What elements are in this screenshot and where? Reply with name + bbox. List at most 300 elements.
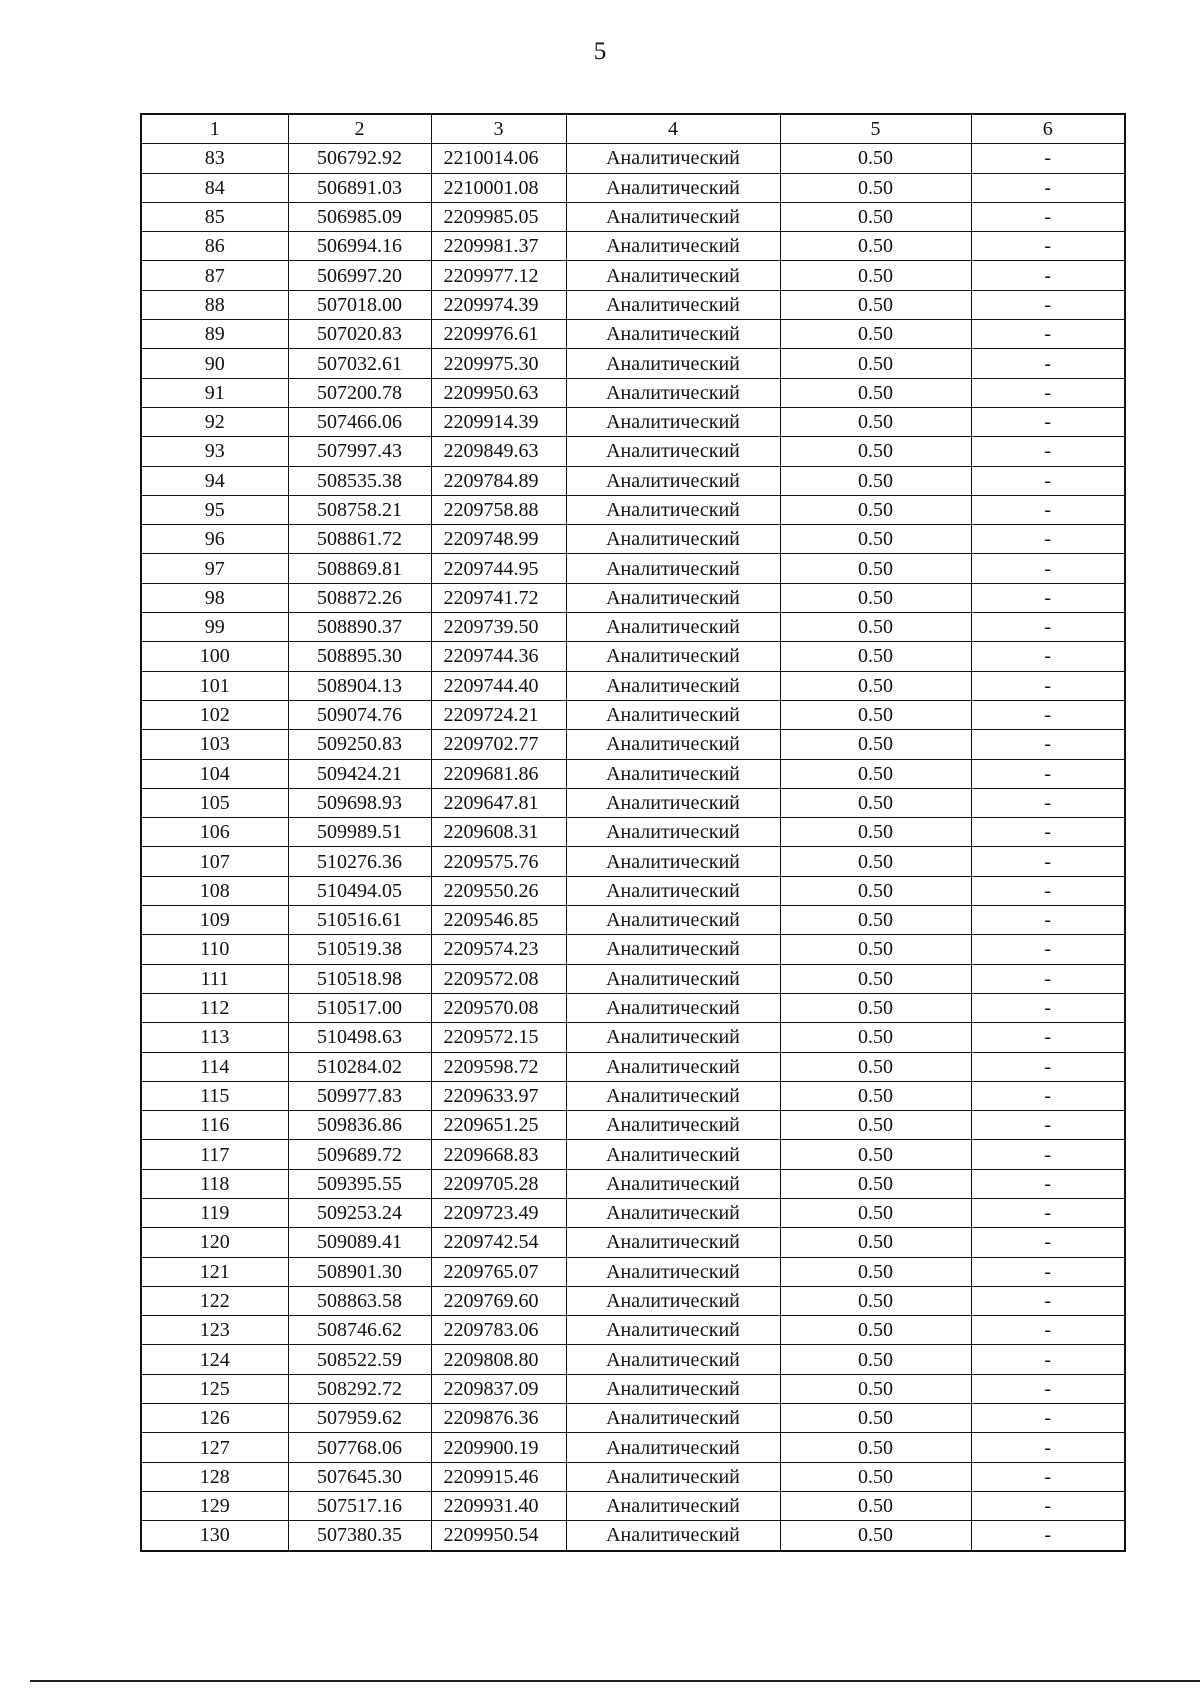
y-coordinate-cell: 2209914.39 (431, 407, 566, 436)
point-number-cell: 99 (141, 613, 288, 642)
note-cell: - (971, 407, 1125, 436)
method-cell: Аналитический (566, 1433, 780, 1462)
table-row (141, 349, 1125, 378)
y-coordinate-cell: 2209758.88 (431, 495, 566, 524)
method-cell: Аналитический (566, 1023, 780, 1052)
note-cell: - (971, 935, 1125, 964)
y-coordinate-cell: 2209723.49 (431, 1198, 566, 1227)
y-coordinate-cell: 2209769.60 (431, 1286, 566, 1315)
x-coordinate-cell: 506891.03 (288, 173, 431, 202)
method-cell: Аналитический (566, 1462, 780, 1491)
accuracy-cell: 0.50 (780, 642, 971, 671)
note-cell: - (971, 1286, 1125, 1315)
accuracy-cell: 0.50 (780, 906, 971, 935)
method-cell: Аналитический (566, 1198, 780, 1227)
y-coordinate-cell: 2209974.39 (431, 290, 566, 319)
y-coordinate-cell: 2209705.28 (431, 1169, 566, 1198)
note-cell: - (971, 730, 1125, 759)
x-coordinate-cell: 507466.06 (288, 407, 431, 436)
method-cell: Аналитический (566, 935, 780, 964)
table-row (141, 788, 1125, 817)
table-header (141, 114, 1125, 144)
method-cell: Аналитический (566, 349, 780, 378)
accuracy-cell: 0.50 (780, 320, 971, 349)
note-cell: - (971, 290, 1125, 319)
x-coordinate-cell: 509074.76 (288, 700, 431, 729)
point-number-cell: 113 (141, 1023, 288, 1052)
x-coordinate-cell: 507517.16 (288, 1491, 431, 1520)
table-row (141, 818, 1125, 847)
note-cell: - (971, 671, 1125, 700)
x-coordinate-cell: 507018.00 (288, 290, 431, 319)
point-number-cell: 98 (141, 583, 288, 612)
accuracy-cell: 0.50 (780, 1433, 971, 1462)
accuracy-cell: 0.50 (780, 730, 971, 759)
point-number-cell: 90 (141, 349, 288, 378)
method-cell: Аналитический (566, 759, 780, 788)
point-number-cell: 94 (141, 466, 288, 495)
note-cell: - (971, 1169, 1125, 1198)
note-cell: - (971, 788, 1125, 817)
table-row (141, 1521, 1125, 1551)
y-coordinate-cell: 2209981.37 (431, 232, 566, 261)
column-header-4: 4 (566, 114, 780, 144)
y-coordinate-cell: 2209744.40 (431, 671, 566, 700)
method-cell: Аналитический (566, 466, 780, 495)
point-number-cell: 93 (141, 437, 288, 466)
table-row (141, 1140, 1125, 1169)
note-cell: - (971, 1023, 1125, 1052)
y-coordinate-cell: 2210014.06 (431, 144, 566, 173)
accuracy-cell: 0.50 (780, 261, 971, 290)
point-number-cell: 124 (141, 1345, 288, 1374)
accuracy-cell: 0.50 (780, 554, 971, 583)
y-coordinate-cell: 2209950.63 (431, 378, 566, 407)
y-coordinate-cell: 2209598.72 (431, 1052, 566, 1081)
table-row (141, 935, 1125, 964)
x-coordinate-cell: 510518.98 (288, 964, 431, 993)
method-cell: Аналитический (566, 437, 780, 466)
x-coordinate-cell: 509698.93 (288, 788, 431, 817)
accuracy-cell: 0.50 (780, 1491, 971, 1520)
point-number-cell: 100 (141, 642, 288, 671)
note-cell: - (971, 202, 1125, 231)
x-coordinate-cell: 508522.59 (288, 1345, 431, 1374)
note-cell: - (971, 349, 1125, 378)
y-coordinate-cell: 2209742.54 (431, 1228, 566, 1257)
accuracy-cell: 0.50 (780, 1140, 971, 1169)
table-row (141, 1374, 1125, 1403)
y-coordinate-cell: 2209900.19 (431, 1433, 566, 1462)
note-cell: - (971, 906, 1125, 935)
x-coordinate-cell: 510276.36 (288, 847, 431, 876)
table-row (141, 642, 1125, 671)
y-coordinate-cell: 2209574.23 (431, 935, 566, 964)
point-number-cell: 129 (141, 1491, 288, 1520)
table-body (141, 144, 1125, 1551)
accuracy-cell: 0.50 (780, 1052, 971, 1081)
accuracy-cell: 0.50 (780, 847, 971, 876)
table-row (141, 290, 1125, 319)
accuracy-cell: 0.50 (780, 466, 971, 495)
accuracy-cell: 0.50 (780, 818, 971, 847)
note-cell: - (971, 1374, 1125, 1403)
note-cell: - (971, 1345, 1125, 1374)
method-cell: Аналитический (566, 1345, 780, 1374)
accuracy-cell: 0.50 (780, 671, 971, 700)
table-row (141, 1491, 1125, 1520)
accuracy-cell: 0.50 (780, 378, 971, 407)
x-coordinate-cell: 507768.06 (288, 1433, 431, 1462)
table-row (141, 876, 1125, 905)
table-row (141, 1052, 1125, 1081)
table-row (141, 906, 1125, 935)
x-coordinate-cell: 510494.05 (288, 876, 431, 905)
y-coordinate-cell: 2209931.40 (431, 1491, 566, 1520)
point-number-cell: 95 (141, 495, 288, 524)
note-cell: - (971, 495, 1125, 524)
note-cell: - (971, 1111, 1125, 1140)
y-coordinate-cell: 2209808.80 (431, 1345, 566, 1374)
method-cell: Аналитический (566, 290, 780, 319)
x-coordinate-cell: 506997.20 (288, 261, 431, 290)
method-cell: Аналитический (566, 730, 780, 759)
method-cell: Аналитический (566, 1374, 780, 1403)
x-coordinate-cell: 510519.38 (288, 935, 431, 964)
method-cell: Аналитический (566, 818, 780, 847)
table-row (141, 144, 1125, 173)
y-coordinate-cell: 2209550.26 (431, 876, 566, 905)
x-coordinate-cell: 507200.78 (288, 378, 431, 407)
y-coordinate-cell: 2209977.12 (431, 261, 566, 290)
note-cell: - (971, 466, 1125, 495)
method-cell: Аналитический (566, 613, 780, 642)
x-coordinate-cell: 507380.35 (288, 1521, 431, 1551)
point-number-cell: 91 (141, 378, 288, 407)
point-number-cell: 101 (141, 671, 288, 700)
point-number-cell: 87 (141, 261, 288, 290)
accuracy-cell: 0.50 (780, 1081, 971, 1110)
point-number-cell: 103 (141, 730, 288, 759)
note-cell: - (971, 144, 1125, 173)
table-row (141, 1198, 1125, 1227)
note-cell: - (971, 525, 1125, 554)
x-coordinate-cell: 510284.02 (288, 1052, 431, 1081)
y-coordinate-cell: 2209950.54 (431, 1521, 566, 1551)
accuracy-cell: 0.50 (780, 1462, 971, 1491)
method-cell: Аналитический (566, 700, 780, 729)
y-coordinate-cell: 2210001.08 (431, 173, 566, 202)
note-cell: - (971, 1257, 1125, 1286)
method-cell: Аналитический (566, 583, 780, 612)
note-cell: - (971, 232, 1125, 261)
x-coordinate-cell: 508904.13 (288, 671, 431, 700)
table-row (141, 1286, 1125, 1315)
point-number-cell: 107 (141, 847, 288, 876)
method-cell: Аналитический (566, 1169, 780, 1198)
note-cell: - (971, 554, 1125, 583)
point-number-cell: 115 (141, 1081, 288, 1110)
point-number-cell: 86 (141, 232, 288, 261)
x-coordinate-cell: 509977.83 (288, 1081, 431, 1110)
point-number-cell: 125 (141, 1374, 288, 1403)
point-number-cell: 84 (141, 173, 288, 202)
point-number-cell: 104 (141, 759, 288, 788)
accuracy-cell: 0.50 (780, 613, 971, 642)
table-row (141, 1257, 1125, 1286)
point-number-cell: 111 (141, 964, 288, 993)
method-cell: Аналитический (566, 876, 780, 905)
table-row (141, 847, 1125, 876)
y-coordinate-cell: 2209546.85 (431, 906, 566, 935)
note-cell: - (971, 261, 1125, 290)
table-row (141, 1316, 1125, 1345)
header-row (141, 114, 1125, 144)
y-coordinate-cell: 2209765.07 (431, 1257, 566, 1286)
table-row (141, 1228, 1125, 1257)
table-row (141, 1462, 1125, 1491)
note-cell: - (971, 1462, 1125, 1491)
point-number-cell: 97 (141, 554, 288, 583)
y-coordinate-cell: 2209976.61 (431, 320, 566, 349)
accuracy-cell: 0.50 (780, 144, 971, 173)
table-row (141, 1433, 1125, 1462)
y-coordinate-cell: 2209572.15 (431, 1023, 566, 1052)
accuracy-cell: 0.50 (780, 1169, 971, 1198)
point-number-cell: 110 (141, 935, 288, 964)
method-cell: Аналитический (566, 788, 780, 817)
accuracy-cell: 0.50 (780, 202, 971, 231)
method-cell: Аналитический (566, 1521, 780, 1551)
y-coordinate-cell: 2209837.09 (431, 1374, 566, 1403)
table-row (141, 525, 1125, 554)
x-coordinate-cell: 508890.37 (288, 613, 431, 642)
accuracy-cell: 0.50 (780, 964, 971, 993)
y-coordinate-cell: 2209849.63 (431, 437, 566, 466)
y-coordinate-cell: 2209744.95 (431, 554, 566, 583)
x-coordinate-cell: 508901.30 (288, 1257, 431, 1286)
x-coordinate-cell: 506985.09 (288, 202, 431, 231)
table-row (141, 993, 1125, 1022)
method-cell: Аналитический (566, 554, 780, 583)
accuracy-cell: 0.50 (780, 788, 971, 817)
method-cell: Аналитический (566, 964, 780, 993)
x-coordinate-cell: 508292.72 (288, 1374, 431, 1403)
y-coordinate-cell: 2209647.81 (431, 788, 566, 817)
x-coordinate-cell: 509424.21 (288, 759, 431, 788)
accuracy-cell: 0.50 (780, 349, 971, 378)
point-number-cell: 120 (141, 1228, 288, 1257)
table-row (141, 700, 1125, 729)
y-coordinate-cell: 2209985.05 (431, 202, 566, 231)
accuracy-cell: 0.50 (780, 1374, 971, 1403)
page-bottom-rule (30, 1680, 1200, 1682)
table-row (141, 261, 1125, 290)
note-cell: - (971, 759, 1125, 788)
accuracy-cell: 0.50 (780, 495, 971, 524)
point-number-cell: 109 (141, 906, 288, 935)
point-number-cell: 118 (141, 1169, 288, 1198)
method-cell: Аналитический (566, 1052, 780, 1081)
x-coordinate-cell: 508746.62 (288, 1316, 431, 1345)
method-cell: Аналитический (566, 642, 780, 671)
x-coordinate-cell: 508863.58 (288, 1286, 431, 1315)
table-row (141, 671, 1125, 700)
note-cell: - (971, 1081, 1125, 1110)
y-coordinate-cell: 2209744.36 (431, 642, 566, 671)
accuracy-cell: 0.50 (780, 1023, 971, 1052)
y-coordinate-cell: 2209702.77 (431, 730, 566, 759)
table-row (141, 613, 1125, 642)
accuracy-cell: 0.50 (780, 290, 971, 319)
method-cell: Аналитический (566, 1228, 780, 1257)
x-coordinate-cell: 507032.61 (288, 349, 431, 378)
table-row (141, 202, 1125, 231)
point-number-cell: 85 (141, 202, 288, 231)
method-cell: Аналитический (566, 1111, 780, 1140)
y-coordinate-cell: 2209608.31 (431, 818, 566, 847)
method-cell: Аналитический (566, 407, 780, 436)
note-cell: - (971, 173, 1125, 202)
table-row (141, 378, 1125, 407)
accuracy-cell: 0.50 (780, 1404, 971, 1433)
note-cell: - (971, 378, 1125, 407)
accuracy-cell: 0.50 (780, 1286, 971, 1315)
point-number-cell: 105 (141, 788, 288, 817)
accuracy-cell: 0.50 (780, 1111, 971, 1140)
method-cell: Аналитический (566, 144, 780, 173)
note-cell: - (971, 847, 1125, 876)
point-number-cell: 126 (141, 1404, 288, 1433)
table-row (141, 437, 1125, 466)
accuracy-cell: 0.50 (780, 1345, 971, 1374)
table-row (141, 1081, 1125, 1110)
y-coordinate-cell: 2209681.86 (431, 759, 566, 788)
accuracy-cell: 0.50 (780, 232, 971, 261)
accuracy-cell: 0.50 (780, 759, 971, 788)
note-cell: - (971, 964, 1125, 993)
column-header-1: 1 (141, 114, 288, 144)
x-coordinate-cell: 508535.38 (288, 466, 431, 495)
method-cell: Аналитический (566, 1286, 780, 1315)
note-cell: - (971, 437, 1125, 466)
y-coordinate-cell: 2209876.36 (431, 1404, 566, 1433)
x-coordinate-cell: 506994.16 (288, 232, 431, 261)
point-number-cell: 106 (141, 818, 288, 847)
point-number-cell: 88 (141, 290, 288, 319)
note-cell: - (971, 1228, 1125, 1257)
point-number-cell: 114 (141, 1052, 288, 1081)
point-number-cell: 102 (141, 700, 288, 729)
point-number-cell: 112 (141, 993, 288, 1022)
y-coordinate-cell: 2209783.06 (431, 1316, 566, 1345)
point-number-cell: 108 (141, 876, 288, 905)
x-coordinate-cell: 510498.63 (288, 1023, 431, 1052)
method-cell: Аналитический (566, 906, 780, 935)
method-cell: Аналитический (566, 320, 780, 349)
accuracy-cell: 0.50 (780, 1521, 971, 1551)
point-number-cell: 127 (141, 1433, 288, 1462)
accuracy-cell: 0.50 (780, 700, 971, 729)
accuracy-cell: 0.50 (780, 525, 971, 554)
point-number-cell: 83 (141, 144, 288, 173)
method-cell: Аналитический (566, 1404, 780, 1433)
x-coordinate-cell: 506792.92 (288, 144, 431, 173)
column-header-3: 3 (431, 114, 566, 144)
y-coordinate-cell: 2209784.89 (431, 466, 566, 495)
note-cell: - (971, 1052, 1125, 1081)
point-number-cell: 128 (141, 1462, 288, 1491)
y-coordinate-cell: 2209739.50 (431, 613, 566, 642)
note-cell: - (971, 1198, 1125, 1227)
method-cell: Аналитический (566, 1491, 780, 1520)
table-row (141, 232, 1125, 261)
table-row (141, 964, 1125, 993)
table-row (141, 1404, 1125, 1433)
x-coordinate-cell: 508758.21 (288, 495, 431, 524)
table-row (141, 759, 1125, 788)
x-coordinate-cell: 509395.55 (288, 1169, 431, 1198)
x-coordinate-cell: 509989.51 (288, 818, 431, 847)
note-cell: - (971, 1404, 1125, 1433)
table-row (141, 320, 1125, 349)
table-row (141, 407, 1125, 436)
y-coordinate-cell: 2209575.76 (431, 847, 566, 876)
point-number-cell: 92 (141, 407, 288, 436)
x-coordinate-cell: 507020.83 (288, 320, 431, 349)
method-cell: Аналитический (566, 1316, 780, 1345)
note-cell: - (971, 876, 1125, 905)
accuracy-cell: 0.50 (780, 1257, 971, 1286)
method-cell: Аналитический (566, 1140, 780, 1169)
note-cell: - (971, 1433, 1125, 1462)
method-cell: Аналитический (566, 847, 780, 876)
table-row (141, 1345, 1125, 1374)
method-cell: Аналитический (566, 232, 780, 261)
table-row (141, 1023, 1125, 1052)
note-cell: - (971, 818, 1125, 847)
table-row (141, 1111, 1125, 1140)
point-number-cell: 89 (141, 320, 288, 349)
method-cell: Аналитический (566, 525, 780, 554)
x-coordinate-cell: 507997.43 (288, 437, 431, 466)
y-coordinate-cell: 2209975.30 (431, 349, 566, 378)
x-coordinate-cell: 510517.00 (288, 993, 431, 1022)
table-row (141, 554, 1125, 583)
method-cell: Аналитический (566, 1257, 780, 1286)
y-coordinate-cell: 2209915.46 (431, 1462, 566, 1491)
x-coordinate-cell: 508895.30 (288, 642, 431, 671)
x-coordinate-cell: 509250.83 (288, 730, 431, 759)
x-coordinate-cell: 507645.30 (288, 1462, 431, 1491)
point-number-cell: 121 (141, 1257, 288, 1286)
coordinates-table (140, 113, 1126, 1552)
table-row (141, 730, 1125, 759)
note-cell: - (971, 320, 1125, 349)
accuracy-cell: 0.50 (780, 935, 971, 964)
page-number: 5 (593, 38, 607, 65)
note-cell: - (971, 583, 1125, 612)
table-row (141, 1169, 1125, 1198)
y-coordinate-cell: 2209748.99 (431, 525, 566, 554)
point-number-cell: 130 (141, 1521, 288, 1551)
note-cell: - (971, 700, 1125, 729)
method-cell: Аналитический (566, 173, 780, 202)
note-cell: - (971, 642, 1125, 671)
y-coordinate-cell: 2209572.08 (431, 964, 566, 993)
accuracy-cell: 0.50 (780, 1198, 971, 1227)
accuracy-cell: 0.50 (780, 173, 971, 202)
